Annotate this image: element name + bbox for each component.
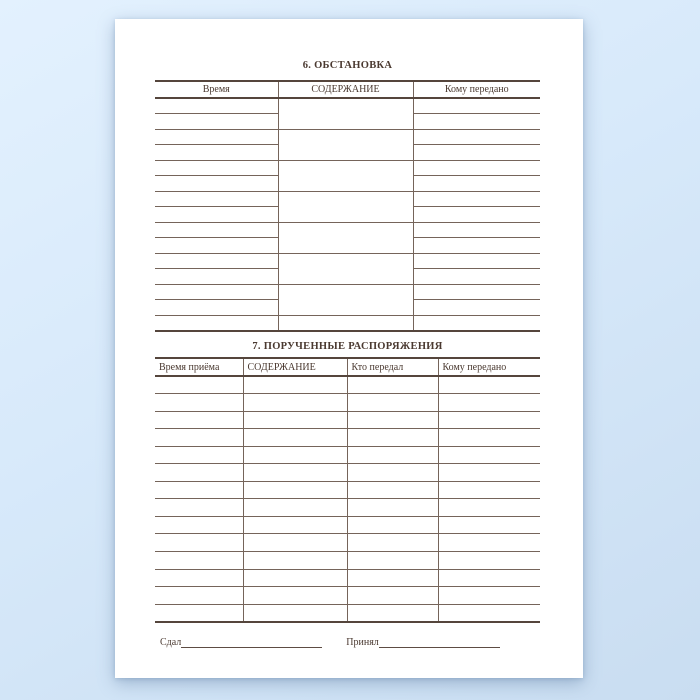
blank-row [155, 464, 540, 482]
blank-cell [155, 464, 243, 482]
blank-cell [347, 587, 438, 605]
blank-row [155, 253, 540, 269]
blank-cell [155, 269, 278, 285]
blank-cell [243, 587, 347, 605]
blank-cell [438, 446, 540, 464]
blank-cell [438, 569, 540, 587]
blank-cell [155, 429, 243, 447]
blank-cell [413, 207, 540, 223]
orders-table-body [155, 376, 540, 622]
blank-cell [278, 160, 413, 191]
blank-cell [347, 534, 438, 552]
blank-cell [438, 604, 540, 622]
blank-cell [438, 551, 540, 569]
blank-row [155, 411, 540, 429]
orders-col-transmitted-to: Кому передано [438, 358, 540, 376]
blank-cell [347, 376, 438, 394]
blank-cell [413, 160, 540, 176]
blank-cell [347, 429, 438, 447]
blank-cell [155, 222, 278, 238]
blank-cell [243, 446, 347, 464]
blank-cell [155, 534, 243, 552]
blank-row [155, 481, 540, 499]
orders-table [155, 357, 540, 623]
blank-cell [347, 394, 438, 412]
blank-row [155, 98, 540, 114]
blank-cell [413, 129, 540, 145]
blank-row [155, 604, 540, 622]
blank-cell [438, 481, 540, 499]
blank-row [155, 446, 540, 464]
blank-cell [155, 481, 243, 499]
blank-row [155, 534, 540, 552]
orders-col-content: СОДЕРЖАНИЕ [243, 358, 347, 376]
blank-cell [413, 98, 540, 114]
blank-cell [155, 129, 278, 145]
blank-cell [347, 499, 438, 517]
blank-cell [155, 587, 243, 605]
blank-cell [438, 534, 540, 552]
blank-row [155, 315, 540, 331]
situation-col-time: Время [155, 81, 278, 98]
blank-cell [243, 429, 347, 447]
blank-row [155, 160, 540, 176]
blank-cell [278, 222, 413, 253]
blank-row [155, 222, 540, 238]
blank-cell [155, 446, 243, 464]
blank-cell [155, 207, 278, 223]
blank-cell [413, 238, 540, 254]
blank-cell [243, 394, 347, 412]
blank-cell [413, 269, 540, 285]
paper-page [115, 19, 583, 678]
blank-cell [155, 253, 278, 269]
blank-cell [413, 284, 540, 300]
blank-cell [413, 315, 540, 331]
blank-row [155, 284, 540, 300]
blank-cell [155, 516, 243, 534]
blank-cell [155, 300, 278, 316]
blank-cell [243, 411, 347, 429]
situation-table [155, 80, 540, 332]
blank-cell [243, 464, 347, 482]
blank-row [155, 499, 540, 517]
blank-cell [347, 551, 438, 569]
blank-row [155, 516, 540, 534]
orders-col-transmitted-by: Кто передал [347, 358, 438, 376]
blank-cell [347, 464, 438, 482]
blank-cell [438, 464, 540, 482]
situation-col-content: СОДЕРЖАНИЕ [278, 81, 413, 98]
blank-cell [413, 114, 540, 130]
blank-cell [347, 446, 438, 464]
handed-over-signature-line [181, 636, 322, 648]
blank-cell [413, 222, 540, 238]
blank-cell [438, 499, 540, 517]
blank-cell [155, 394, 243, 412]
blank-cell [243, 376, 347, 394]
blank-row [155, 569, 540, 587]
received-label: Принял [346, 637, 379, 648]
handed-over-label: Сдал [160, 637, 182, 648]
blank-cell [243, 499, 347, 517]
blank-cell [347, 569, 438, 587]
blank-cell [413, 176, 540, 192]
blank-row [155, 429, 540, 447]
section-6-title: 6. ОБСТАНОВКА [302, 60, 393, 71]
blank-cell [278, 284, 413, 315]
blank-cell [278, 191, 413, 222]
blank-cell [347, 516, 438, 534]
blank-cell [347, 481, 438, 499]
blank-cell [155, 145, 278, 161]
blank-row [155, 376, 540, 394]
orders-header-row [155, 358, 540, 376]
blank-cell [438, 587, 540, 605]
blank-cell [155, 569, 243, 587]
blank-cell [155, 160, 278, 176]
situation-header-row [155, 81, 540, 98]
blank-cell [278, 98, 413, 129]
blank-cell [413, 300, 540, 316]
blank-cell [278, 315, 413, 331]
blank-cell [438, 411, 540, 429]
blank-cell [155, 98, 278, 114]
blank-cell [438, 429, 540, 447]
blank-cell [155, 551, 243, 569]
blank-cell [155, 238, 278, 254]
blank-cell [243, 551, 347, 569]
blank-cell [155, 114, 278, 130]
blank-cell [155, 604, 243, 622]
blank-row [155, 191, 540, 207]
blank-cell [243, 534, 347, 552]
blank-cell [347, 604, 438, 622]
blank-cell [413, 253, 540, 269]
blank-cell [155, 176, 278, 192]
blank-cell [347, 411, 438, 429]
blank-cell [413, 191, 540, 207]
blank-cell [155, 315, 278, 331]
blank-row [155, 551, 540, 569]
blank-row [155, 129, 540, 145]
blank-cell [155, 191, 278, 207]
blank-cell [243, 516, 347, 534]
blank-cell [243, 569, 347, 587]
blank-cell [155, 376, 243, 394]
situation-col-transmitted-to: Кому передано [413, 81, 540, 98]
blank-cell [155, 411, 243, 429]
blank-cell [155, 284, 278, 300]
blank-cell [278, 253, 413, 284]
blank-cell [438, 394, 540, 412]
blank-cell [413, 145, 540, 161]
blank-row [155, 394, 540, 412]
blank-cell [243, 481, 347, 499]
blank-cell [155, 499, 243, 517]
received-signature-line [379, 636, 500, 648]
blank-cell [243, 604, 347, 622]
blank-row [155, 587, 540, 605]
section-7-title: 7. ПОРУЧЕННЫЕ РАСПОРЯЖЕНИЯ [252, 341, 443, 352]
blank-cell [438, 376, 540, 394]
orders-col-time-received: Время приёма [155, 358, 243, 376]
blank-cell [278, 129, 413, 160]
situation-table-body [155, 98, 540, 331]
signature-footer [160, 636, 500, 648]
blank-cell [438, 516, 540, 534]
